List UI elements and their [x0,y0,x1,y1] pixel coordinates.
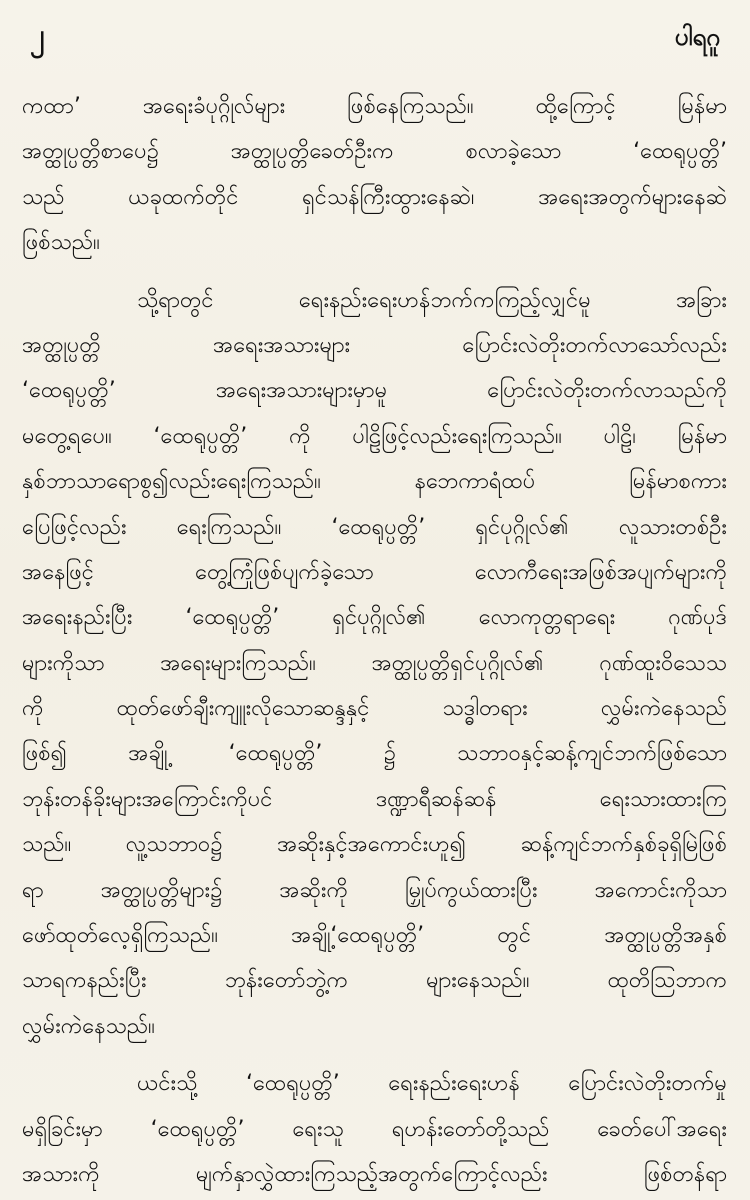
text-line: အရေးနည်းပြီး ‘ထေရုပ္ပတ္တိ’ ရှင်ပုဂ္ဂိုလ်၏ လောကုတ္တရာရေး ဂုဏ်ပုဒ် [22,605,727,631]
text-line: ပြေဖြင့်လည်း ရေးကြသည်။ ‘ထေရုပ္ပတ္တိ’ ရှင်ပုဂ္ဂိုလ်၏ လူသားတစ်ဦး [22,514,727,540]
paragraph-gap [22,266,727,278]
text-line: ‘ထေရုပ္ပတ္တိ’ အရေးအသားများမှာမူ ပြောင်းလဲတိုးတက်လာသည်ကို [22,378,727,404]
page-header [0,0,750,70]
text-line: သာရကနည်းပြီး ဘုန်းတော်ဘွဲ့က များနေသည်။ ထုတိသြဘာက [22,968,727,994]
text-line: အသားကို မျက်နှာလွှဲထားကြသည့်အတွက်ကြောင့်လည်း ဖြစ်တန်ရာ [22,1161,727,1187]
paragraph [22,278,727,1050]
text-line: ဖြစ်သည်။ [22,230,100,256]
text-line: ယင်းသို့ ‘ထေရုပ္ပတ္တိ’ ရေးနည်းရေးဟန် ပြောင်းလဲတိုးတက်မှု [137,1071,727,1097]
text-line: ကို ထုတ်ဖော်ချီးကျူးလိုသောဆန္ဒနှင့် သဒ္ဓါတရား လွှမ်းကဲနေသည် [22,696,727,722]
text-line: အတ္ထုပ္ပတ္တိစာပေ၌ အတ္ထုပ္ပတ္တိခေတ်ဦးက စလာခဲ့သော ‘ထေရုပ္ပတ္တိ’ [22,139,727,165]
text-line: လွှမ်းကဲနေသည်။ [22,1013,155,1039]
page-number: ၂ [30,18,45,53]
running-head: ပါရဂူ [674,23,720,51]
body-text [22,84,727,1197]
text-line: များကိုသာ အရေးများကြသည်။ အတ္ထုပ္ပတ္တိရှင်ပုဂ္ဂိုလ်၏ ဂုဏ်ထူးဝိသေသ [22,650,727,676]
text-line: မရှိခြင်းမှာ ‘ထေရုပ္ပတ္တိ’ ရေးသူ ရဟန်းတော်တို့သည် ခေတ်ပေါ်အရေး [22,1116,727,1142]
text-line: နှစ်ဘာသာရောစွ၍လည်းရေးကြသည်။ နဘေကာရံထပ် မြန်မာစကား [22,469,727,495]
text-line: ကထာ’ အရေးခံပုဂ္ဂိုလ်များ ဖြစ်နေကြသည်။ ထို့ကြောင့် မြန်မာ [22,94,727,119]
paragraph [22,1061,727,1197]
text-line: သို့ရာတွင် ရေးနည်းရေးဟန်ဘက်ကကြည့်လျှင်မူ အခြား [137,287,727,313]
text-line: သည် ယခုထက်တိုင် ရှင်သန်ကြီးထွားနေဆဲ၊ အရေးအတွက်များနေဆဲ [22,184,727,210]
text-line: အတ္ထုပ္ပတ္တိ အရေးအသားများ ပြောင်းလဲတိုးတက်လာသော်လည်း [22,332,727,358]
text-line: သည်။ လူ့သဘာဝ၌ အဆိုးနှင့်အကောင်းဟူ၍ ဆန့်ကျင်ဘက်နှစ်ခုရှိမြဲဖြစ် [22,832,727,858]
text-line: ဖြစ်၍ အချို့ ‘ထေရုပ္ပတ္တိ’ ၌ သဘာဝနှင့်ဆန့်ကျင်ဘက်ဖြစ်သော [22,741,727,767]
text-line: အနေဖြင့် တွေ့ကြုံဖြစ်ပျက်ခဲ့သော လောကီရေးအဖြစ်အပျက်များကို [22,559,727,585]
text-line: ဖော်ထုတ်လေ့ရှိကြသည်။ အချို့‘ထေရုပ္ပတ္တိ’ တွင် အတ္ထုပ္ပတ္တိအနှစ် [22,923,727,949]
text-line: မတွေ့ရပေ။ ‘ထေရုပ္ပတ္တိ’ ကို ပါဠိဖြင့်လည်းရေးကြသည်။ ပါဠိ၊ မြန်မာ [22,423,727,449]
text-line: ရာ အတ္ထုပ္ပတ္တိများ၌ အဆိုးကို မြှုပ်ကွယ်ထားပြီး အကောင်းကိုသာ [22,877,727,903]
text-line: ဘုန်းတန်ခိုးများအကြောင်းကိုပင် ဒဏ္ဍာရီဆန်ဆန် ရေးသားထားကြ [22,786,727,812]
paragraph-gap [22,1049,727,1061]
paragraph [22,84,727,266]
